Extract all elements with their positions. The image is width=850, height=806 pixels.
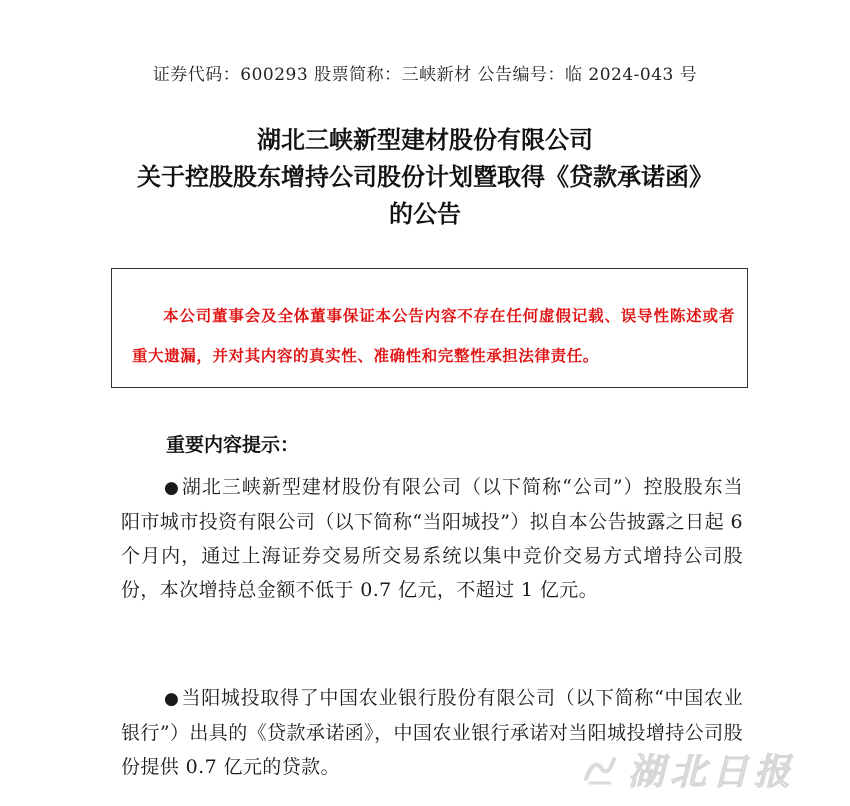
disclaimer-box bbox=[111, 268, 748, 388]
hubei-daily-watermark bbox=[580, 746, 820, 792]
announcement-title bbox=[0, 122, 850, 233]
bullet-icon: ● bbox=[164, 689, 180, 709]
title-line-1: 湖北三峡新型建材股份有限公司 bbox=[257, 126, 593, 154]
watermark-text: 湖北日报 bbox=[628, 751, 797, 793]
key-point-paragraph-1 bbox=[121, 470, 743, 607]
bullet-icon: ● bbox=[164, 478, 180, 498]
title-line-2: 关于控股股东增持公司股份计划暨取得《贷款承诺函》 bbox=[137, 163, 713, 191]
key-points-heading: 重要内容提示： bbox=[166, 434, 300, 456]
securities-code-line: 证券代码：600293 股票简称：三峡新材 公告编号：临 2024-043 号 bbox=[152, 65, 698, 85]
key-point-text-2: 当阳城投取得了中国农业银行股份有限公司（以下简称“中国农业银行”）出具的《贷款承诺函》，中国农业银行承诺对当阳城投增持公司股份提供 0.7 亿元的贷款。 bbox=[121, 687, 743, 778]
title-line-3: 的公告 bbox=[389, 200, 461, 228]
disclaimer-text: 本公司董事会及全体董事保证本公告内容不存在任何虚假记载、误导性陈述或者重大遗漏，并对其内容的真实性、准确性和完整性承担法律责任。 bbox=[132, 306, 735, 365]
hubei-daily-logo-icon bbox=[580, 749, 620, 789]
key-point-text-1: 湖北三峡新型建材股份有限公司（以下简称“公司”）控股股东当阳市城市投资有限公司（以下简称“当阳城投”）拟自本公告披露之日起 6 个月内，通过上海证券交易所交易系统以集中竞价交易方式增持公司股份，本次增持总金额不低于 0.7 亿元，不超过 1 亿元。 bbox=[121, 476, 744, 601]
